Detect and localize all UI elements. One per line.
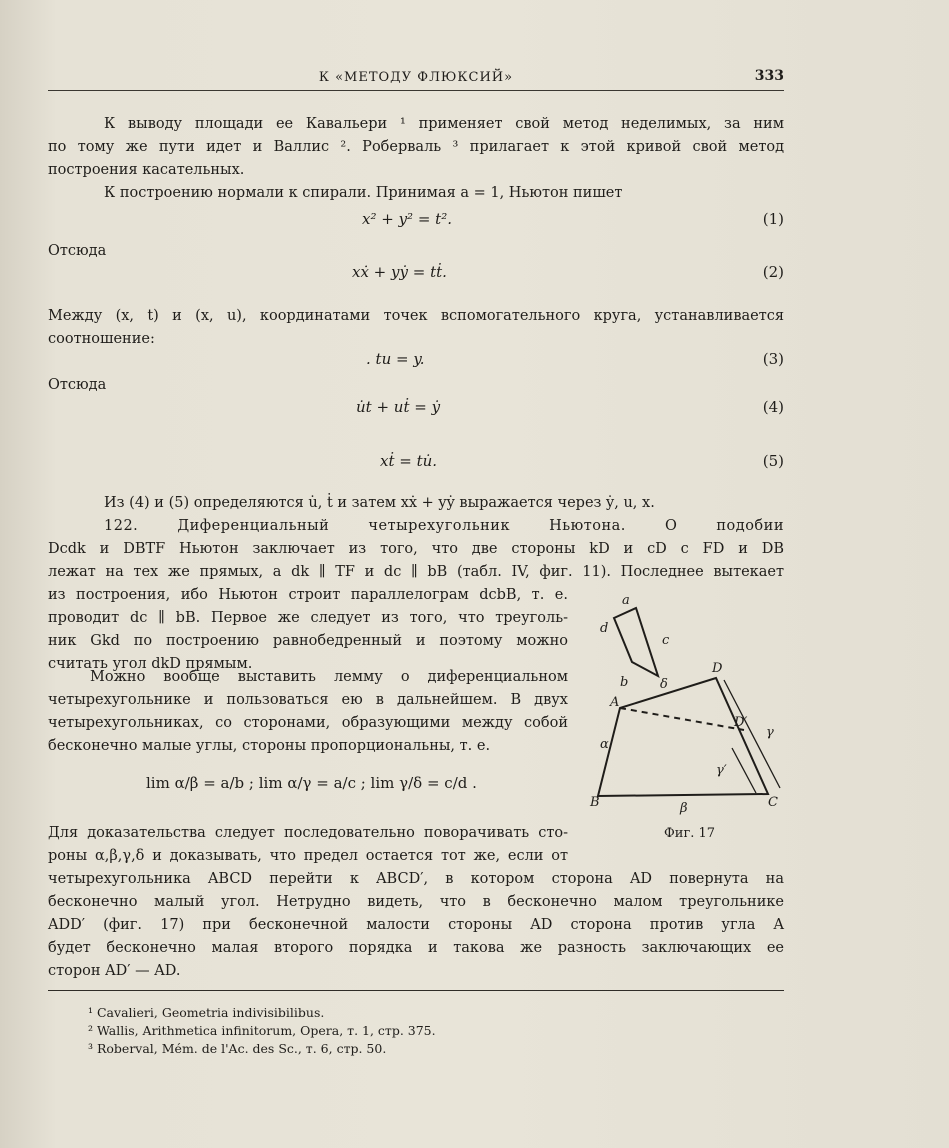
fig-label-D-prime: D′: [734, 715, 748, 730]
body-line-22: ADD′ (фиг. 17) при бесконечной малости стороны AD сторона против угла A: [48, 917, 784, 933]
body-line-23: будет бесконечно малая второго порядка и такова же разность заключающих ее: [48, 940, 784, 956]
body-line-4: К построению нормали к спирали. Принимая a = 1, Ньютон пишет: [104, 185, 623, 201]
body-line-19: роны α,β,γ,δ и доказывать, что предел остается тот же, если от: [48, 848, 568, 864]
fig-label-delta: δ: [660, 677, 668, 692]
section-heading-122: 122. Диференциальный четырехугольник Ньютона. О подобии: [104, 518, 784, 534]
bracket-gamma-prime: [732, 748, 756, 793]
fig-label-c: c: [662, 633, 670, 648]
fig-label-B: B: [590, 795, 600, 810]
limit-formula: lim α/β = a/b ; lim α/γ = a/c ; lim γ/δ = c/d .: [146, 774, 477, 792]
body-line-8: Dcdk и DBTF Ньютон заключает из того, что две стороны kD и cD с FD и DB: [48, 541, 784, 557]
fig-label-alpha: α: [600, 737, 609, 752]
fig-label-a: a: [622, 593, 630, 608]
fig-label-D: D: [712, 661, 723, 676]
equation-2-label: Отсюда: [48, 243, 107, 259]
body-line-1: К выводу площади ее Кавальери ¹ применяет свой метод неделимых, за ним: [104, 116, 784, 132]
body-line-21: бесконечно малый угол. Нетрудно видеть, что в бесконечно малом треугольнике: [48, 894, 784, 910]
body-line-15: четырехугольнике и пользоваться ею в дальнейшем. В двух: [48, 692, 568, 708]
fig-label-gamma: γ: [766, 725, 774, 740]
page-number: 333: [754, 68, 784, 84]
equation-2-number: (2): [762, 263, 784, 281]
footnote-3: ³ Roberval, Mém. de l'Ac. des Sc., т. 6, стр. 50.: [88, 1041, 387, 1056]
small-quadrilateral: [614, 608, 658, 676]
body-line-13: считать угол dkD прямым.: [48, 656, 253, 672]
body-line-18: Для доказательства следует последовательно поворачивать сто-: [48, 825, 568, 841]
body-line-11: проводит dc ∥ bB. Первое же следует из того, что треуголь-: [48, 610, 568, 626]
body-line-14: Можно вообще выставить лемму о диференциальном: [90, 669, 568, 685]
body-line-2: по тому же пути идет и Валлис ². Роберваль ³ прилагает к этой кривой свой метод: [48, 139, 784, 155]
body-line-20: четырехугольника ABCD перейти к ABCD′, в котором сторона AD повернута на: [48, 871, 784, 887]
footnote-rule: [48, 990, 784, 991]
fig-label-A: A: [610, 695, 620, 710]
equation-5: xṫ = tu̇.: [380, 452, 438, 470]
body-line-3: построения касательных.: [48, 162, 245, 178]
equation-3-number: (3): [762, 350, 784, 368]
dashed-side-AD-prime: [620, 708, 744, 730]
large-quadrilateral-ABCD: [598, 678, 768, 796]
figure-17-diagram: [584, 588, 784, 818]
equation-1: x² + y² = t².: [362, 210, 452, 228]
body-line-6: соотношение:: [48, 331, 155, 347]
fig-label-beta: β: [680, 801, 688, 816]
running-head: К «МЕТОДУ ФЛЮКСИЙ»: [318, 70, 514, 85]
footnote-2: ² Wallis, Arithmetica infinitorum, Opera, т. 1, стр. 375.: [88, 1023, 436, 1038]
body-line-17: бесконечно малые углы, стороны пропорциональны, т. е.: [48, 738, 491, 754]
equation-4: u̇t + uṫ = ẏ: [356, 398, 441, 416]
body-line-5: Между (x, t) и (x, u), координатами точек вспомогательного круга, устанавливается: [48, 308, 784, 324]
body-line-16: четырехугольниках, со сторонами, образующими между собой: [48, 715, 568, 731]
page-header: [48, 66, 784, 91]
body-line-24: сторон AD′ — AD.: [48, 963, 181, 979]
equation-1-number: (1): [762, 210, 784, 228]
equation-4-number: (4): [762, 398, 784, 416]
equation-2: xẋ + yẏ = tṫ.: [352, 263, 447, 281]
body-line-12: ник Gkd по построению равнобедренный и поэтому можно: [48, 633, 568, 649]
footnote-1: ¹ Cavalieri, Geometria indivisibilibus.: [88, 1005, 325, 1020]
fig-label-gamma-prime: γ′: [716, 763, 727, 778]
figure-caption: Фиг. 17: [664, 826, 716, 841]
body-line-10: из построения, ибо Ньютон строит параллелограм dcbB, т. е.: [48, 587, 568, 603]
fig-label-d: d: [600, 621, 609, 636]
body-line-7: Из (4) и (5) определяются u̇, ṫ и затем xẋ + yẏ выражается через ẏ, u, x.: [104, 495, 655, 511]
equation-4-label: Отсюда: [48, 377, 107, 393]
equation-5-number: (5): [762, 452, 784, 470]
fig-label-C: C: [768, 795, 778, 810]
equation-3: . tu = y.: [366, 350, 425, 368]
body-line-9: лежат на тех же прямых, а dk ∥ TF и dc ∥ bB (табл. IV, фиг. 11). Последнее вытекает: [48, 564, 784, 580]
fig-label-b: b: [620, 675, 629, 690]
